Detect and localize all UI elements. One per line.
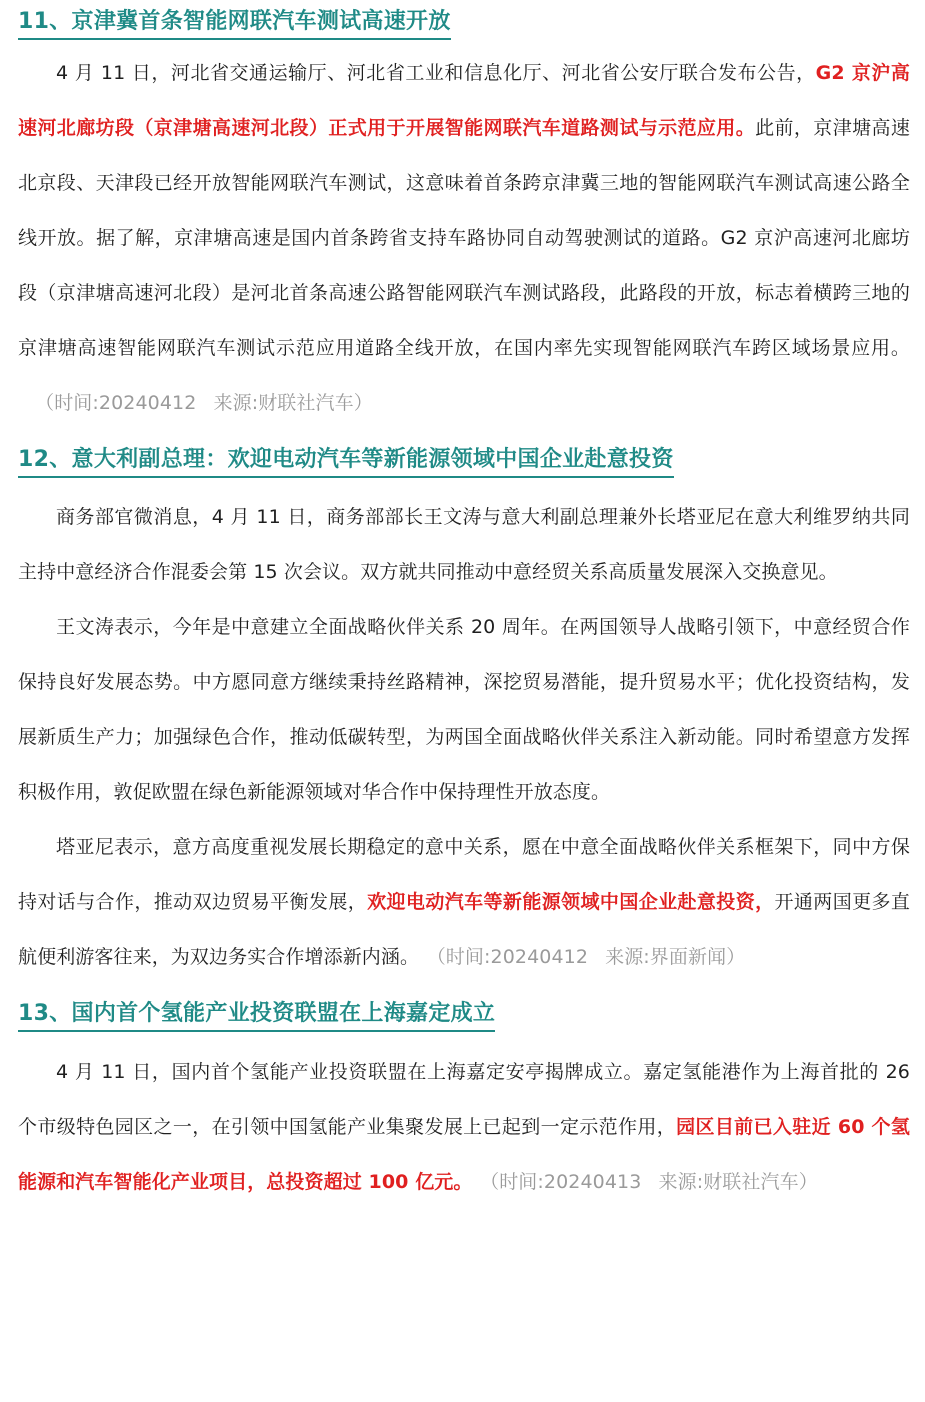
highlighted-text: 欢迎电动汽车等新能源领域中国企业赴意投资， xyxy=(367,891,775,913)
section-paragraph xyxy=(18,1045,910,1210)
source-meta xyxy=(473,1171,818,1193)
section-paragraph xyxy=(18,820,910,985)
publish-time: （时间:20240413 xyxy=(489,1171,642,1193)
paragraph-text: 王文涛表示，今年是中意建立全面战略伙伴关系 20 周年。在两国领导人战略引领下，中意经贸合作保持良好发展态势。中方愿同意方继续秉持丝路精神，深挖贸易潜能，提升贸易水平；优化投资结构，发展新质生产力；加强绿色合作，推动低碳转型，为两国全面战略伙伴关系注入新动能。同时希望意方发挥积极作用，敦促欧盟在绿色新能源领域对华合作中保持理性开放态度。 xyxy=(18,616,910,803)
publish-time: （时间:20240412 xyxy=(436,946,589,968)
news-section-12 xyxy=(18,445,910,985)
section-paragraph xyxy=(18,600,910,820)
section-heading: 11、京津冀首条智能网联汽车测试高速开放 xyxy=(18,7,451,40)
source-meta xyxy=(419,946,745,968)
section-paragraph xyxy=(18,490,910,600)
source-name: 来源:财联社汽车） xyxy=(658,1171,818,1193)
section-heading: 13、国内首个氢能产业投资联盟在上海嘉定成立 xyxy=(18,999,495,1032)
news-section-11 xyxy=(18,0,910,431)
section-paragraph xyxy=(18,46,910,431)
paragraph-text: 4 月 11 日，河北省交通运输厅、河北省工业和信息化厅、河北省公安厅联合发布公告， xyxy=(56,62,816,84)
section-heading: 12、意大利副总理：欢迎电动汽车等新能源领域中国企业赴意投资 xyxy=(18,445,674,478)
source-meta xyxy=(18,392,373,414)
paragraph-text: 商务部官微消息，4 月 11 日，商务部部长王文涛与意大利副总理兼外长塔亚尼在意大利维罗纳共同主持中意经济合作混委会第 15 次会议。双方就共同推动中意经贸关系高质量发展深入交换意见。 xyxy=(18,506,910,583)
paragraph-text: 开通两国更多直航便利游客往来，为双边务实合作增添新内涵。 xyxy=(18,891,910,968)
highlighted-text: 园区目前已入驻近 60 个氢能源和汽车智能化产业项目，总投资超过 100 亿元。 xyxy=(18,1116,910,1193)
publish-time: （时间:20240412 xyxy=(35,392,197,414)
news-section-13 xyxy=(18,999,910,1210)
source-name: 来源:界面新闻） xyxy=(605,946,746,968)
highlighted-text: G2 京沪高速河北廊坊段（京津塘高速河北段）正式用于开展智能网联汽车道路测试与示范应用。 xyxy=(18,62,910,139)
paragraph-text: 4 月 11 日，国内首个氢能产业投资联盟在上海嘉定安亭揭牌成立。嘉定氢能港作为上海首批的 26 个市级特色园区之一，在引领中国氢能产业集聚发展上已起到一定示范作用， xyxy=(18,1061,910,1138)
paragraph-text: 此前，京津塘高速北京段、天津段已经开放智能网联汽车测试，这意味着首条跨京津冀三地的智能网联汽车测试高速公路全线开放。据了解，京津塘高速是国内首条跨省支持车路协同自动驾驶测试的道路。G2 京沪高速河北廊坊段（京津塘高速河北段）是河北首条高速公路智能网联汽车测试路段，此路段的开放，标志着横跨三地的京津塘高速智能网联汽车测试示范应用道路全线开放，在国内率先实现智能网联汽车跨区域场景应用。 xyxy=(18,117,910,359)
paragraph-text: 塔亚尼表示，意方高度重视发展长期稳定的意中关系，愿在中意全面战略伙伴关系框架下，同中方保持对话与合作，推动双边贸易平衡发展， xyxy=(18,836,910,913)
source-name: 来源:财联社汽车） xyxy=(213,392,373,414)
